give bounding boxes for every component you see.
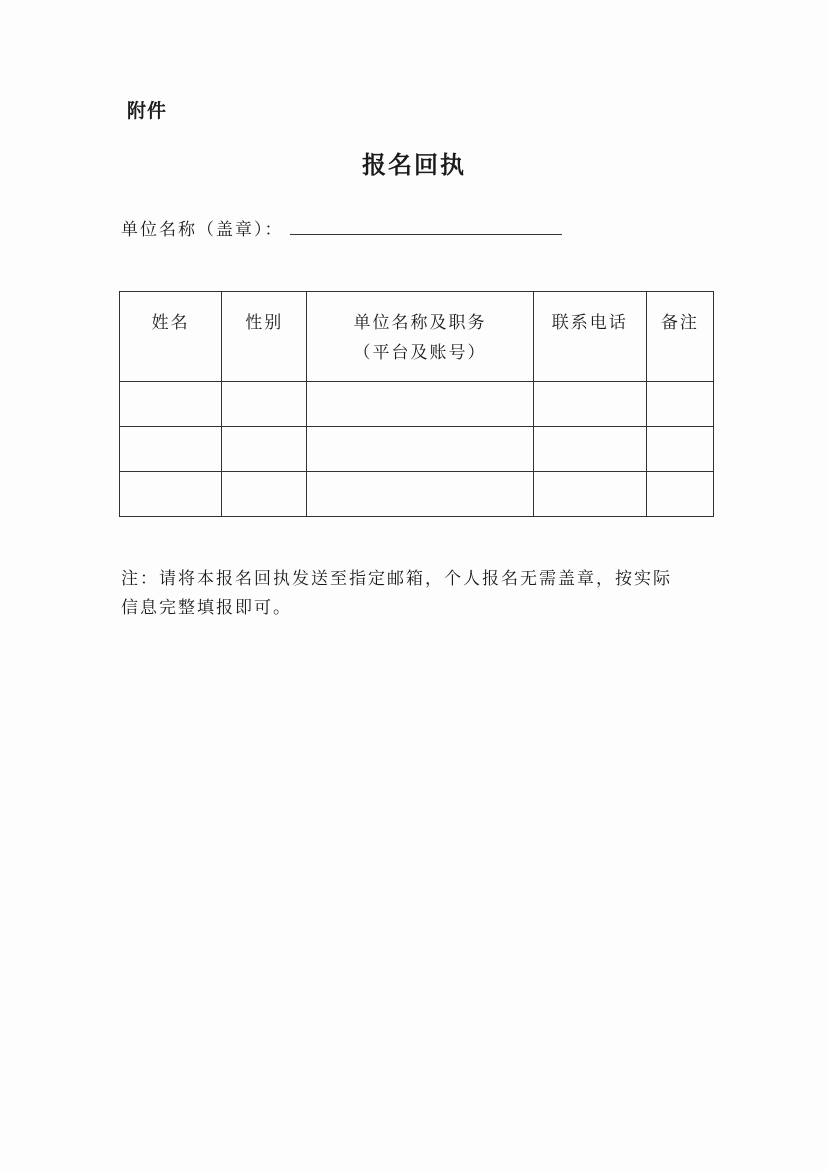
table-cell <box>646 427 713 472</box>
header-phone: 联系电话 <box>533 292 646 382</box>
header-unit-line1: 单位名称及职务 <box>353 313 487 333</box>
table-cell <box>222 382 307 427</box>
table-header-row <box>120 292 714 382</box>
table-cell <box>533 382 646 427</box>
table-cell <box>646 472 713 517</box>
table-cell <box>120 382 222 427</box>
table-cell <box>646 382 713 427</box>
table-row <box>120 472 714 517</box>
table-cell <box>307 382 533 427</box>
signup-table <box>119 291 714 517</box>
header-unit-line2: （平台及账号） <box>353 343 487 363</box>
table-cell <box>120 427 222 472</box>
table-cell <box>307 427 533 472</box>
table-cell <box>307 472 533 517</box>
table-cell <box>222 472 307 517</box>
table-cell <box>222 427 307 472</box>
unit-name-label: 单位名称（盖章）： <box>121 220 284 240</box>
unit-name-blank <box>290 218 562 235</box>
attachment-label: 附件 <box>127 100 168 122</box>
table-row <box>120 427 714 472</box>
table-cell <box>120 472 222 517</box>
footnote-line1: 注：请将本报名回执发送至指定邮箱，个人报名无需盖章，按实际 <box>121 569 672 589</box>
header-name: 姓名 <box>120 292 222 382</box>
header-note: 备注 <box>646 292 713 382</box>
table-cell <box>533 472 646 517</box>
table-row <box>120 382 714 427</box>
footnote <box>121 565 721 623</box>
header-unit-position <box>307 292 533 382</box>
header-gender: 性别 <box>222 292 307 382</box>
footnote-line2: 信息完整填报即可。 <box>121 598 292 618</box>
table-cell <box>533 427 646 472</box>
unit-name-field <box>121 215 562 240</box>
page-title: 报名回执 <box>362 150 466 179</box>
